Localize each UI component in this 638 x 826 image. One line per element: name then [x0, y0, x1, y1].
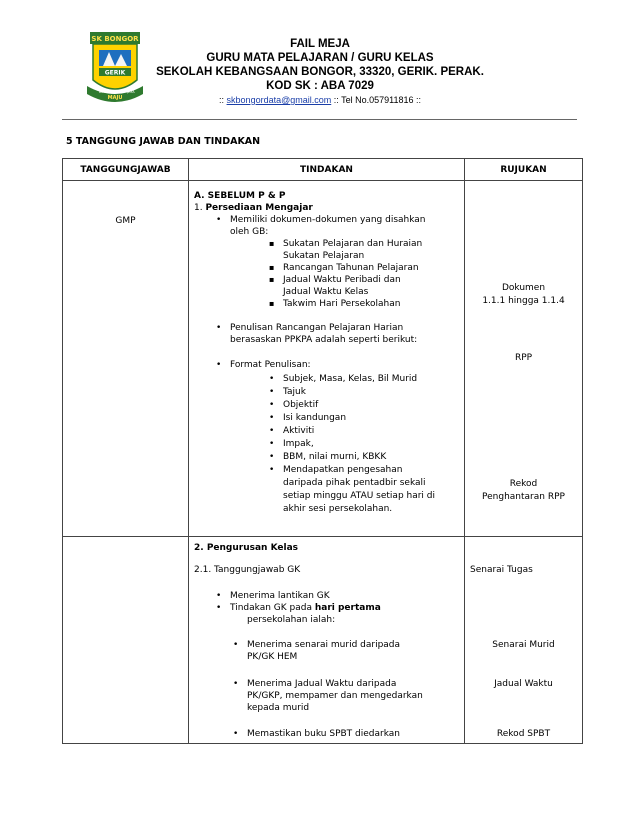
- list-item-cont: kepada murid: [247, 703, 310, 713]
- list-item-emphasis: hari pertama: [314, 603, 381, 613]
- list-item: • Memastikan buku SPBT diedarkan: [247, 728, 400, 740]
- ref-text: Penghantaran RPP: [482, 492, 565, 502]
- list-item: • Tajuk: [283, 386, 306, 398]
- section-title: 5 TANGGUNG JAWAB DAN TINDAKAN: [66, 136, 261, 147]
- list-item: ▪ Sukatan Pelajaran dan Huraian: [283, 238, 422, 250]
- school-logo: [87, 30, 143, 110]
- role-text: GMP: [115, 216, 136, 226]
- list-item: • Menerima lantikan GK: [230, 590, 330, 602]
- email-link[interactable]: skbongordata@gmail.com: [226, 95, 332, 105]
- cell-role: [63, 537, 189, 744]
- action-heading: 2. Pengurusan Kelas: [194, 543, 299, 553]
- list-item-cont: PK/GK HEM: [247, 652, 298, 662]
- list-item: ▪ Jadual Waktu Peribadi dan: [283, 274, 401, 286]
- list-item: • Memiliki dokumen-dokumen yang disahkan: [230, 214, 426, 226]
- list-item: • Format Penulisan:: [230, 359, 311, 371]
- action-subheading: [194, 202, 313, 214]
- list-item-cont: Sukatan Pelajaran: [283, 251, 365, 261]
- list-item: • BBM, nilai murni, KBKK: [283, 451, 386, 463]
- list-item: [230, 602, 381, 614]
- action-subheading: 2.1. Tanggungjawab GK: [194, 565, 301, 575]
- subheading-number: 1.: [194, 203, 206, 213]
- cell-role: [63, 181, 189, 537]
- list-item-cont: persekolahan ialah:: [247, 615, 336, 625]
- list-item-cont: Jadual Waktu Kelas: [283, 287, 369, 297]
- logo-bottom-right: JAYA: [127, 90, 135, 94]
- list-item-text: Tindakan GK pada: [230, 603, 315, 613]
- logo-top-text: SK BONGOR: [91, 35, 139, 43]
- header-divider: [62, 119, 577, 120]
- header-text-block: [150, 37, 490, 107]
- col-header-role: TANGGUNGJAWAB: [63, 159, 189, 181]
- list-item-cont: berasaskan PPKPA adalah seperti berikut:: [230, 335, 418, 345]
- list-item: • Objektif: [283, 399, 318, 411]
- responsibility-table: [62, 158, 583, 744]
- header-code: KOD SK : ABA 7029: [266, 80, 374, 92]
- header-contact: [150, 94, 490, 107]
- list-item: • Subjek, Masa, Kelas, Bil Murid: [283, 373, 417, 385]
- list-item: ▪ Takwim Hari Persekolahan: [283, 298, 400, 310]
- list-item: ▪ Rancangan Tahunan Pelajaran: [283, 262, 419, 274]
- ref-text: 1.1.1 hingga 1.1.4: [482, 296, 565, 306]
- list-item: • Mendapatkan pengesahan: [283, 464, 402, 476]
- table-header-row: [63, 159, 583, 181]
- ref-text: Rekod: [509, 479, 538, 489]
- list-item: • Menerima Jadual Waktu daripada: [247, 678, 396, 690]
- col-header-action: TINDAKAN: [189, 159, 465, 181]
- header-school: SEKOLAH KEBANGSAAN BONGOR, 33320, GERIK. PERAK.: [156, 66, 484, 78]
- document-header: [0, 30, 638, 122]
- action-heading: A. SEBELUM P & P: [194, 191, 286, 201]
- contact-prefix: ::: [219, 95, 227, 105]
- list-item: • Menerima senarai murid daripada: [247, 639, 400, 651]
- contact-suffix: :: Tel No.057911816 ::: [331, 95, 421, 105]
- ref-text: RPP: [514, 353, 533, 363]
- ref-text: Dokumen: [501, 283, 546, 293]
- header-title: FAIL MEJA: [290, 38, 350, 50]
- list-item: • Aktiviti: [283, 425, 314, 437]
- list-item-cont: akhir sesi persekolahan.: [283, 504, 393, 514]
- ref-text: Rekod SPBT: [496, 729, 551, 739]
- cell-reference: [465, 181, 583, 537]
- ref-text: Senarai Tugas: [470, 565, 533, 575]
- cell-reference: [465, 537, 583, 744]
- cell-action: [189, 181, 465, 537]
- list-item: • Impak,: [283, 438, 314, 450]
- cell-action: [189, 537, 465, 744]
- list-item: • Isi kandungan: [283, 412, 346, 424]
- logo-middle-text: GERIK: [104, 69, 126, 77]
- list-item-cont: setiap minggu ATAU setiap hari di: [283, 491, 436, 501]
- ref-text: Senarai Murid: [492, 640, 555, 650]
- list-item: • Penulisan Rancangan Pelajaran Harian: [230, 322, 403, 334]
- list-item-cont: oleh GB:: [230, 227, 269, 237]
- list-item-cont: daripada pihak pentadbir sekali: [283, 478, 426, 488]
- logo-bottom-left: BERBUDI: [99, 90, 115, 94]
- list-item-cont: PK/GKP, mempamer dan mengedarkan: [247, 691, 423, 701]
- ref-text: Jadual Waktu: [494, 679, 553, 689]
- table-row: [63, 181, 583, 537]
- col-header-reference: RUJUKAN: [465, 159, 583, 181]
- logo-bottom-center: MAJU: [107, 95, 123, 101]
- table-row: [63, 537, 583, 744]
- header-subtitle: GURU MATA PELAJARAN / GURU KELAS: [206, 52, 434, 64]
- subheading-label: Persediaan Mengajar: [205, 203, 313, 213]
